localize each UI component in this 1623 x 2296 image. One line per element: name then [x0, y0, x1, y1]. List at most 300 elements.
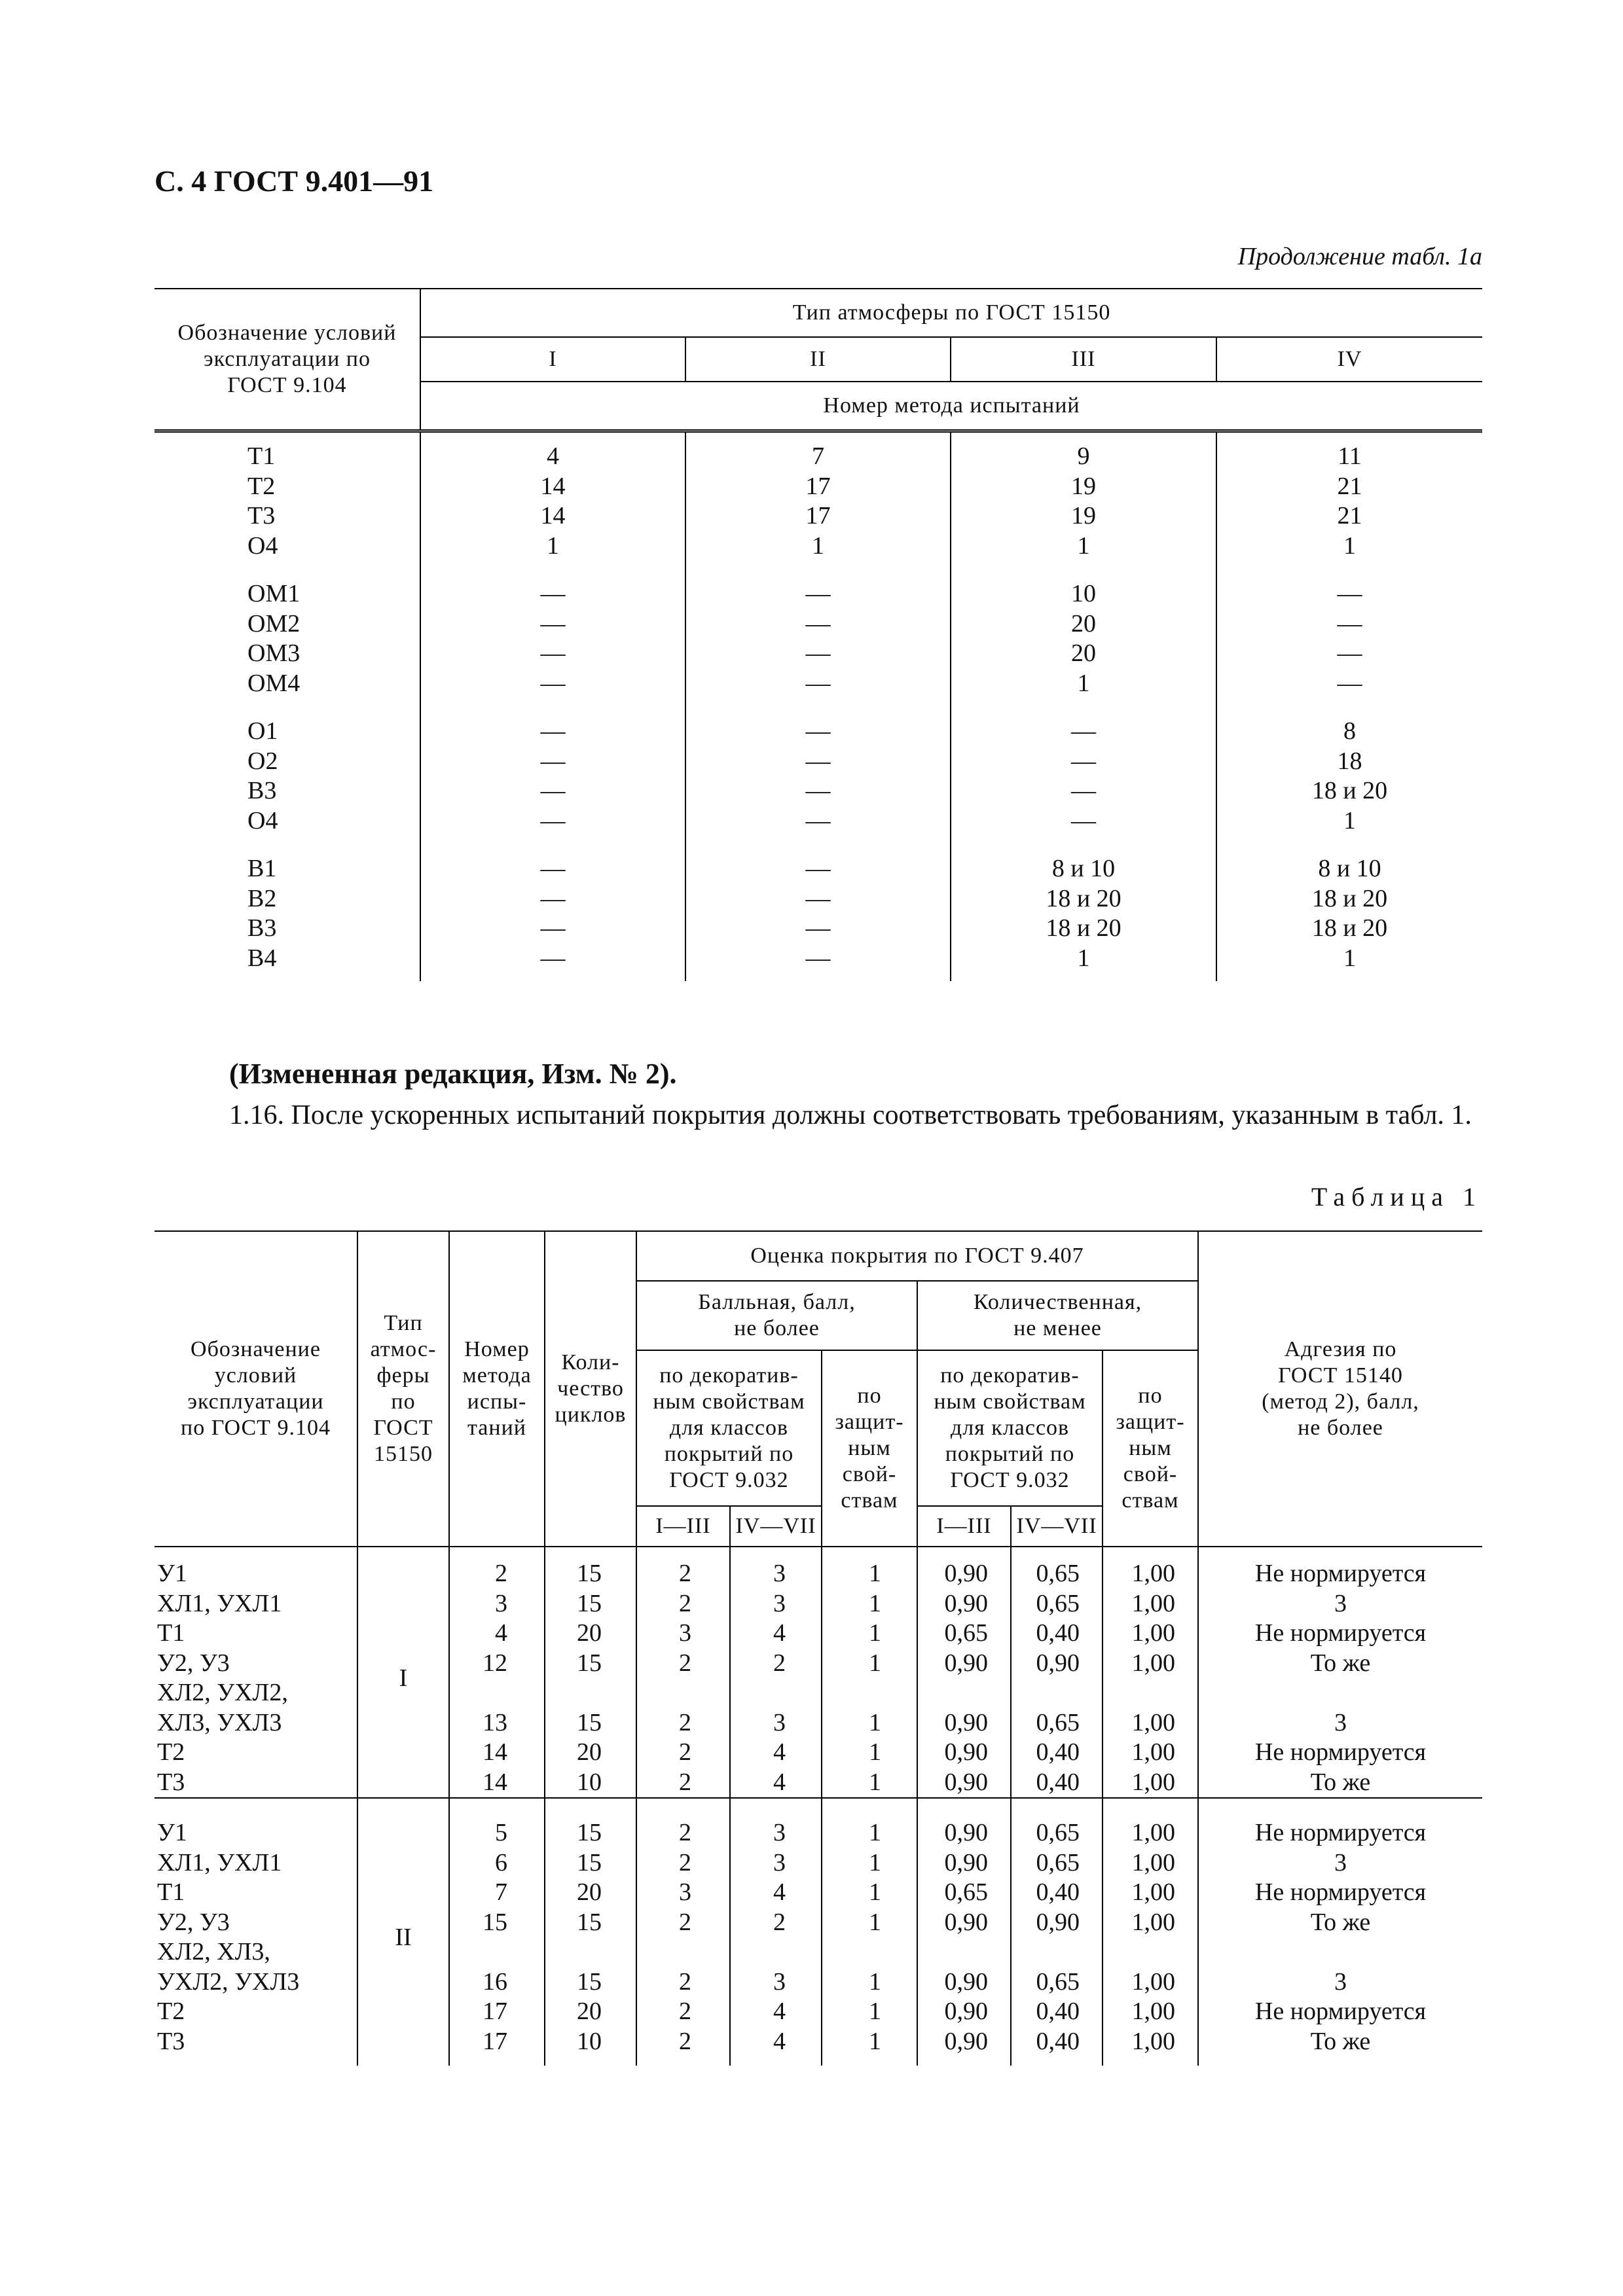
cell-value: Т2 [247, 472, 276, 500]
cell-value: — [540, 717, 566, 745]
cell-value: У1 [157, 1819, 187, 1846]
cell-value: 1 [869, 1967, 881, 1996]
cell-condition [155, 431, 420, 562]
cell-value: 15 [577, 1708, 602, 1736]
cell-value [545, 1937, 602, 1967]
header-type-1: I [420, 337, 685, 382]
cell-b1 [636, 1547, 730, 1798]
cell-value: 17 [483, 2027, 507, 2055]
cell-value [1012, 1678, 1080, 1708]
cell-value: 1 [869, 1908, 881, 1936]
cell-value: 20 [1071, 609, 1096, 637]
cell-value: 3 [1334, 1967, 1347, 1996]
cell-type-3 [951, 836, 1216, 981]
header-quantitative: Количественная, не менее [917, 1281, 1198, 1350]
cell-type-3 [951, 431, 1216, 562]
cell-value: 15 [577, 1819, 602, 1846]
cell-value: Не нормируется [1254, 1878, 1427, 1906]
cell-b3 [822, 1798, 917, 2066]
cell-value: 4 [495, 1619, 507, 1647]
cell-value: — [805, 777, 831, 804]
cell-value: 3 [1334, 1848, 1347, 1876]
paragraph-1-16: 1.16. После ускоренных испытаний покрытия должны соответствовать требованиям, указанным в табл. 1. [229, 1100, 1472, 1130]
cell-value: — [805, 747, 831, 775]
cell-q2 [1011, 1547, 1103, 1798]
cell-value: — [540, 944, 566, 972]
cell-value: — [805, 806, 831, 834]
cell-value: 7 [812, 442, 824, 470]
cell-value: 21 [1337, 472, 1362, 500]
page-header: С. 4 ГОСТ 9.401—91 [155, 164, 434, 198]
cell-b2 [730, 1798, 822, 2066]
header-atmosphere: Тип атмос- феры по ГОСТ 15150 [357, 1231, 449, 1547]
cell-value: У2, У3 [157, 1908, 230, 1936]
cell-value: Не нормируется [1254, 1560, 1427, 1587]
cell-value: 20 [1071, 639, 1096, 667]
cell-value: 18 и 20 [1311, 884, 1388, 912]
cell-value: То же [1310, 1908, 1371, 1936]
amendment-note: (Измененная редакция, Изм. № 2). [229, 1058, 677, 1090]
header-class-b-score: IV—VII [730, 1506, 822, 1547]
cell-value: 1 [869, 1848, 881, 1876]
cell-type-3 [951, 698, 1216, 836]
table-1-caption: Таблица 1 [1311, 1182, 1482, 1211]
header-method-number: Номер метода испытаний [420, 382, 1482, 431]
cell-value: 0,90 [944, 1967, 988, 1996]
cell-type-2 [685, 698, 951, 836]
cell-value: 2 [679, 1768, 691, 1796]
cell-value: 4 [773, 2027, 786, 2055]
cell-value: 4 [773, 1738, 786, 1766]
cell-value: 1 [547, 531, 559, 560]
cell-type-1 [420, 561, 685, 698]
cell-value: 0,90 [944, 1738, 988, 1766]
cell-value: 1 [1077, 531, 1090, 560]
cell-value [1103, 1937, 1175, 1967]
cell-value: 3 [773, 1560, 786, 1587]
cell-value: — [805, 884, 831, 912]
cell-value: Т3 [157, 1768, 185, 1796]
cell-value: 19 [1071, 502, 1096, 529]
cell-value: 2 [679, 1649, 691, 1677]
cell-type-4 [1216, 698, 1482, 836]
cell-value: Не нормируется [1254, 1738, 1427, 1766]
cell-cond [155, 1547, 357, 1798]
cell-value: 18 [1337, 747, 1362, 775]
cell-value: 10 [1071, 580, 1096, 607]
header-type-3: III [951, 337, 1216, 382]
cell-value: — [805, 855, 831, 882]
header-score: Балльная, балл, не более [636, 1281, 917, 1350]
cell-value: 8 и 10 [1051, 855, 1116, 882]
cell-value [731, 1678, 786, 1708]
cell-value: — [540, 747, 566, 775]
cell-value: 1 [869, 1589, 881, 1617]
header-assessment: Оценка покрытия по ГОСТ 9.407 [636, 1231, 1198, 1281]
header-decor-score: по декоратив- ным свойствам для классов покрытий по ГОСТ 9.032 [636, 1350, 822, 1506]
cell-cycles [545, 1547, 636, 1798]
cell-value [1199, 1937, 1482, 1967]
cell-value: — [1071, 777, 1096, 804]
cell-value: В1 [247, 855, 277, 882]
header-class-a-score: I—III [636, 1506, 730, 1547]
header-conditions: Обозначение условий эксплуатации по ГОСТ 9.104 [155, 1231, 357, 1547]
cell-value: — [805, 580, 831, 607]
cell-value: 3 [679, 1619, 691, 1647]
header-type-2: II [685, 337, 951, 382]
cell-type-1 [420, 431, 685, 562]
cell-q3 [1103, 1547, 1198, 1798]
cell-value: 15 [577, 1908, 602, 1936]
cell-value: 0,90 [944, 1908, 988, 1936]
cell-value: 1 [1343, 944, 1356, 972]
cell-value: 0,65 [1036, 1708, 1080, 1736]
cell-b1 [636, 1798, 730, 2066]
cell-value: В2 [247, 884, 277, 912]
cell-value: — [805, 717, 831, 745]
cell-value: 17 [805, 502, 831, 529]
cell-value: 18 и 20 [1311, 777, 1388, 804]
cell-value: 4 [773, 1878, 786, 1906]
cell-value: 15 [577, 1848, 602, 1876]
cell-value: УХЛ2, УХЛ3 [157, 1967, 300, 1996]
cell-value: — [805, 944, 831, 972]
cell-condition [155, 561, 420, 698]
table-row-group [155, 836, 1482, 981]
cell-value: 18 и 20 [1046, 884, 1122, 912]
cell-value: 3 [1334, 1589, 1347, 1617]
cell-value: 20 [577, 1998, 602, 2025]
cell-value: Т3 [247, 502, 276, 529]
cell-value: 14 [540, 472, 566, 500]
cell-value: Т1 [247, 442, 276, 470]
cell-value: ОМ1 [247, 580, 301, 607]
cell-value: ХЛ3, УХЛ3 [157, 1708, 282, 1736]
cell-value: Т1 [157, 1619, 185, 1647]
cell-value: 0,65 [944, 1619, 988, 1647]
cell-value: 0,65 [1036, 1819, 1080, 1846]
cell-value: 20 [577, 1619, 602, 1647]
cell-q3 [1103, 1798, 1198, 2066]
cell-value: У2, У3 [157, 1649, 230, 1677]
cell-value: 1 [869, 1878, 881, 1906]
cell-value: ХЛ1, УХЛ1 [157, 1589, 282, 1617]
cell-value: — [540, 884, 566, 912]
cell-value: 4 [547, 442, 559, 470]
cell-value [450, 1937, 507, 1967]
cell-value: — [540, 609, 566, 637]
cell-value: — [540, 855, 566, 882]
cell-value: 2 [679, 1967, 691, 1996]
cell-method [449, 1547, 545, 1798]
cell-type-1 [420, 698, 685, 836]
cell-value: 1,00 [1131, 1908, 1175, 1936]
cell-value: 20 [577, 1738, 602, 1766]
cell-b2 [730, 1547, 822, 1798]
cell-q2 [1011, 1798, 1103, 2066]
cell-value: 1,00 [1131, 1560, 1175, 1587]
cell-value: 0,65 [1036, 1560, 1080, 1587]
cell-value: 15 [577, 1967, 602, 1996]
cell-value: 1,00 [1131, 1998, 1175, 2025]
cell-value: 2 [679, 1560, 691, 1587]
cell-value: У1 [157, 1560, 187, 1587]
cell-value: ХЛ1, УХЛ1 [157, 1848, 282, 1876]
cell-value: 18 и 20 [1311, 914, 1388, 942]
cell-type-3 [951, 561, 1216, 698]
cell-value: 0,40 [1036, 1619, 1080, 1647]
cell-value: О2 [247, 747, 278, 775]
cell-value: 1 [869, 2027, 881, 2055]
cell-value: 2 [679, 1708, 691, 1736]
cell-value: — [540, 580, 566, 607]
cell-value: — [1071, 806, 1096, 834]
header-class-b-quant: IV—VII [1011, 1506, 1103, 1547]
cell-value: 2 [679, 1998, 691, 2025]
cell-value [1199, 1678, 1482, 1708]
cell-value: — [805, 609, 831, 637]
cell-value: 19 [1071, 472, 1096, 500]
header-type-4: IV [1216, 337, 1482, 382]
cell-value: — [540, 777, 566, 804]
cell-value: 1 [869, 1738, 881, 1766]
cell-value: Т2 [157, 1998, 185, 2025]
header-decor-quant: по декоратив- ным свойствам для классов покрытий по ГОСТ 9.032 [917, 1350, 1103, 1506]
cell-value: 17 [805, 472, 831, 500]
cell-value: 3 [1334, 1708, 1347, 1736]
cell-value: — [540, 806, 566, 834]
cell-value: О4 [247, 531, 278, 560]
cell-value: 1 [869, 1768, 881, 1796]
cell-value: 3 [773, 1819, 786, 1846]
cell-type-2 [685, 431, 951, 562]
header-class-a-quant: I—III [917, 1506, 1011, 1547]
cell-value: В3 [247, 777, 277, 804]
cell-q1 [917, 1798, 1011, 2066]
cell-value: 8 и 10 [1318, 855, 1381, 882]
cell-value: 2 [495, 1560, 507, 1587]
cell-value: 2 [679, 1908, 691, 1936]
cell-value: 0,90 [944, 1589, 988, 1617]
table-1 [155, 1230, 1482, 2066]
cell-value [1012, 1937, 1080, 1967]
cell-value [545, 1678, 602, 1708]
cell-value: 1,00 [1131, 1738, 1175, 1766]
cell-value: ОМ3 [247, 639, 301, 667]
cell-value: Не нормируется [1254, 1819, 1427, 1846]
header-adhesion: Адгезия по ГОСТ 15140 (метод 2), балл, не более [1198, 1231, 1482, 1547]
cell-value [822, 1678, 881, 1708]
table-continuation-label: Продолжение табл. 1а [1237, 243, 1482, 270]
cell-value: 6 [495, 1848, 507, 1876]
cell-type-2 [685, 836, 951, 981]
cell-cycles [545, 1798, 636, 2066]
cell-value: 14 [483, 1768, 507, 1796]
table-row-group [155, 431, 1482, 562]
cell-type-1 [420, 836, 685, 981]
cell-value: 9 [1077, 442, 1090, 470]
cell-value: 4 [773, 1768, 786, 1796]
cell-value: 3 [773, 1967, 786, 1996]
cell-cond [155, 1798, 357, 2066]
cell-value: 0,40 [1036, 1878, 1080, 1906]
cell-value: 1,00 [1131, 1967, 1175, 1996]
cell-value: То же [1310, 1768, 1371, 1796]
header-conditions: Обозначение условий эксплуатации по ГОСТ 9.104 [155, 289, 420, 431]
cell-value: 2 [679, 1738, 691, 1766]
cell-value: 3 [773, 1848, 786, 1876]
cell-value: 1,00 [1131, 1649, 1175, 1677]
cell-value: — [1071, 717, 1096, 745]
cell-value: ХЛ2, УХЛ2, [157, 1679, 288, 1706]
cell-value: Т1 [157, 1878, 185, 1906]
cell-value: 2 [679, 1819, 691, 1846]
cell-adh [1198, 1798, 1482, 2066]
cell-value: 0,90 [1036, 1908, 1080, 1936]
cell-value: 1,00 [1131, 2027, 1175, 2055]
cell-value: — [1337, 580, 1362, 607]
cell-value: Не нормируется [1254, 1998, 1427, 2025]
cell-value: — [805, 914, 831, 942]
cell-value: В4 [247, 944, 277, 972]
cell-value: В3 [247, 914, 277, 942]
cell-value: — [805, 669, 831, 697]
cell-value [918, 1678, 988, 1708]
cell-value: 0,40 [1036, 1998, 1080, 2025]
cell-value: — [540, 669, 566, 697]
cell-value [450, 1678, 507, 1708]
cell-value: — [1071, 747, 1096, 775]
cell-type-2 [685, 561, 951, 698]
cell-value: 1 [812, 531, 824, 560]
cell-value: 5 [495, 1819, 507, 1846]
cell-value: 1 [869, 1998, 881, 2025]
cell-condition [155, 836, 420, 981]
cell-value: 1 [869, 1649, 881, 1677]
cell-value: 21 [1337, 502, 1362, 529]
header-atmosphere-type: Тип атмосферы по ГОСТ 15150 [420, 289, 1482, 337]
cell-value: 1,00 [1131, 1589, 1175, 1617]
cell-value: 0,65 [1036, 1848, 1080, 1876]
cell-value: 14 [483, 1738, 507, 1766]
cell-value: 2 [773, 1908, 786, 1936]
table-row-group [155, 698, 1482, 836]
cell-value: 16 [483, 1967, 507, 1996]
header-cycles: Коли- чество циклов [545, 1231, 636, 1547]
cell-value [637, 1937, 691, 1967]
cell-value: 1 [869, 1560, 881, 1587]
cell-value: 2 [679, 1589, 691, 1617]
cell-value: 0,40 [1036, 1738, 1080, 1766]
cell-value: То же [1310, 1649, 1371, 1677]
cell-value: 1 [869, 1619, 881, 1647]
header-prot-quant: по защит- ным свой- ствам [1103, 1350, 1198, 1547]
cell-value: 10 [577, 1768, 602, 1796]
cell-value: 18 и 20 [1046, 914, 1122, 942]
cell-value [637, 1678, 691, 1708]
cell-atm: II [357, 1798, 449, 2066]
table-row-group [155, 561, 1482, 698]
cell-value: ОМ2 [247, 609, 301, 637]
cell-value: 2 [679, 2027, 691, 2055]
cell-value: О4 [247, 806, 278, 834]
cell-value: 20 [577, 1878, 602, 1906]
cell-value: 0,90 [944, 2027, 988, 2055]
cell-value: 2 [679, 1848, 691, 1876]
cell-value: 11 [1338, 442, 1362, 470]
cell-value: 1 [1077, 944, 1090, 972]
cell-value: 1 [1343, 806, 1356, 834]
cell-value: — [540, 639, 566, 667]
cell-method [449, 1798, 545, 2066]
cell-value: Т3 [157, 2027, 185, 2055]
cell-value: 0,90 [944, 1848, 988, 1876]
cell-value: 14 [540, 502, 566, 529]
cell-q1 [917, 1547, 1011, 1798]
cell-value: 0,65 [1036, 1589, 1080, 1617]
cell-value: 3 [773, 1708, 786, 1736]
cell-value: 15 [577, 1589, 602, 1617]
cell-type-4 [1216, 431, 1482, 562]
cell-value: 1,00 [1131, 1619, 1175, 1647]
cell-value: 15 [483, 1908, 507, 1936]
cell-value: 1,00 [1131, 1848, 1175, 1876]
cell-value: ОМ4 [247, 669, 301, 697]
cell-value: 2 [773, 1649, 786, 1677]
cell-value [731, 1937, 786, 1967]
cell-value: 4 [773, 1998, 786, 2025]
cell-value: 0,90 [944, 1560, 988, 1587]
cell-value: 15 [577, 1560, 602, 1587]
cell-value: 1 [1343, 531, 1356, 560]
cell-value: 0,90 [944, 1768, 988, 1796]
header-prot-score: по защит- ным свой- ствам [822, 1350, 917, 1547]
cell-value: О1 [247, 717, 278, 745]
cell-value: 0,40 [1036, 1768, 1080, 1796]
cell-value: 0,65 [1036, 1967, 1080, 1996]
cell-value: — [1337, 639, 1362, 667]
cell-type-4 [1216, 561, 1482, 698]
cell-value: 17 [483, 1998, 507, 2025]
cell-value: — [1337, 609, 1362, 637]
cell-value: 0,90 [944, 1708, 988, 1736]
cell-value: 1,00 [1131, 1819, 1175, 1846]
cell-value: 1 [869, 1819, 881, 1846]
cell-value: 3 [773, 1589, 786, 1617]
cell-value: 3 [679, 1878, 691, 1906]
cell-value [1103, 1678, 1175, 1708]
cell-value: Т2 [157, 1738, 185, 1766]
cell-type-4 [1216, 836, 1482, 981]
cell-value [918, 1937, 988, 1967]
cell-value: 0,90 [944, 1819, 988, 1846]
cell-value [822, 1937, 881, 1967]
table-block [155, 1547, 1482, 1798]
cell-value: 4 [773, 1619, 786, 1647]
cell-value: То же [1310, 2027, 1371, 2055]
table-1a [155, 288, 1482, 981]
cell-value: — [1337, 669, 1362, 697]
cell-condition [155, 698, 420, 836]
cell-adh [1198, 1547, 1482, 1798]
cell-value: 8 [1343, 717, 1356, 745]
cell-value: 0,90 [944, 1998, 988, 2025]
cell-value: 13 [483, 1708, 507, 1736]
cell-value: 10 [577, 2027, 602, 2055]
cell-value: Не нормируется [1254, 1619, 1427, 1647]
cell-value: 1,00 [1131, 1768, 1175, 1796]
header-method: Номер метода испы- таний [449, 1231, 545, 1547]
